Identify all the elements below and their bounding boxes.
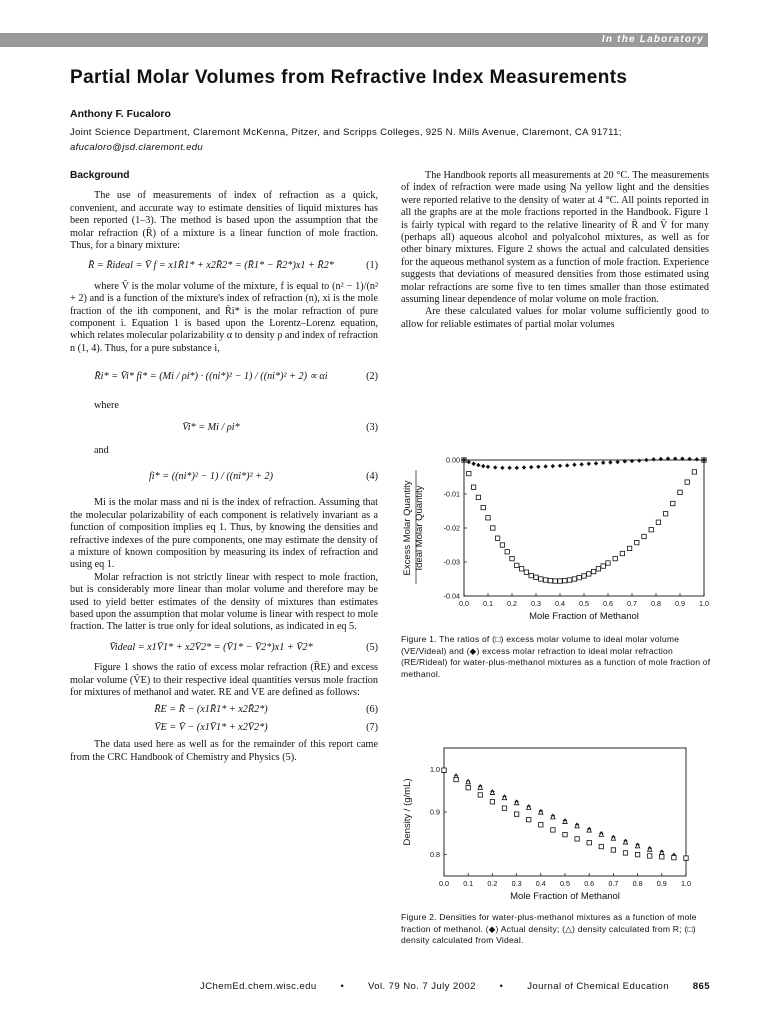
equation-4 [70, 471, 378, 483]
data-point [644, 458, 648, 462]
equation-number: (7) [366, 721, 378, 733]
y-axis-label: Ideal Molar Quantity [414, 485, 425, 571]
x-tick-label: 0.6 [584, 879, 595, 888]
data-point [563, 819, 567, 823]
data-point [510, 556, 514, 560]
data-point [577, 575, 581, 579]
data-point [671, 501, 675, 505]
paragraph: where [94, 399, 119, 411]
footer-separator: • [499, 981, 504, 992]
y-tick-label: -0.02 [443, 523, 460, 533]
data-point [687, 457, 691, 461]
data-point [502, 795, 506, 799]
data-point [627, 546, 631, 550]
x-tick-label: 0.5 [560, 879, 570, 888]
data-point [606, 561, 610, 565]
data-point [548, 579, 552, 583]
data-point [572, 577, 576, 581]
data-point [637, 458, 641, 462]
page-number: 865 [692, 981, 710, 992]
paragraph: Figure 1 shows the ratio of excess molar refraction (R̄E) and excess molar volume (V̄E) to their respective ideal quantities versus mole fraction for mixtures of methanol and water. RE and VE are defined as follows: [70, 662, 378, 698]
x-tick-label: 0.4 [555, 599, 565, 608]
data-point [539, 577, 543, 581]
data-point [591, 569, 595, 573]
data-point [505, 550, 509, 554]
data-point [587, 828, 591, 832]
data-point [558, 464, 562, 468]
data-point [611, 836, 615, 840]
data-point [620, 551, 624, 555]
x-tick-label: 0.3 [531, 599, 541, 608]
data-point [599, 832, 603, 836]
paragraph: Molar refraction is not strictly linear with respect to mole fraction, but is considerably more linear than molar volume and therefore may be used to yield better estimates of the density of mixtures than estimates based upon the assumption that molar volume is linear with respect to mole fraction. The latter is true only for ideal solutions, as indicated in eq 5. [70, 571, 378, 633]
email-link[interactable]: afucaloro@jsd.claremont.edu [70, 142, 204, 153]
author-name: Anthony F. Fucaloro [70, 108, 171, 120]
data-point [481, 505, 485, 509]
x-tick-label: 0.2 [507, 599, 517, 608]
x-tick-label: 0.8 [632, 879, 643, 888]
x-tick-label: 0.1 [483, 599, 493, 608]
equation-number: (1) [366, 260, 378, 272]
data-point [551, 464, 555, 468]
data-point [500, 543, 504, 547]
data-point [515, 466, 519, 470]
equation-body: R̄E = R̄ − (x1R̄1* + x2R̄2*) [154, 704, 268, 716]
data-point [663, 512, 667, 516]
data-point [563, 832, 567, 836]
data-point [553, 579, 557, 583]
data-point [695, 457, 699, 461]
data-point [608, 460, 612, 464]
data-point [522, 465, 526, 469]
paragraph: Are these calculated values for molar volume sufficiently good to allow for reliable estimates of partial molar volumes [401, 306, 709, 330]
equation-number: (6) [366, 704, 378, 716]
data-point [656, 520, 660, 524]
paragraph: The data used here as well as for the remainder of this report came from the CRC Handbook of Chemistry and Physics (5). [70, 739, 378, 763]
equation-body: fi* = ((ni*)² − 1) / ((ni*)² + 2) [148, 470, 274, 482]
data-point [536, 465, 540, 469]
footer-url[interactable]: JChemEd.chem.wisc.edu [200, 981, 317, 992]
x-tick-label: 0.8 [651, 599, 661, 608]
equation-body: R̄ = R̄ideal = V̄ f = x1R̄1* + x2R̄2* = (R̄1* − R̄2*)x1 + R̄2* [88, 260, 334, 272]
equation-number: (2) [366, 371, 378, 383]
affiliation [70, 125, 710, 155]
equation-number: (3) [366, 422, 378, 434]
data-point [649, 528, 653, 532]
y-tick-label: -0.01 [443, 489, 460, 499]
x-tick-label: 0.0 [459, 599, 469, 608]
data-point [659, 457, 663, 461]
data-point [601, 564, 605, 568]
data-point [442, 768, 446, 772]
data-point [454, 777, 458, 781]
data-point [466, 785, 470, 789]
data-point [493, 465, 497, 469]
data-point [642, 534, 646, 538]
data-point [563, 579, 567, 583]
data-point [524, 570, 528, 574]
figure-1-caption: Figure 1. The ratios of (□) excess molar volume to ideal molar volume (VE/Videal) and (◆) excess molar refraction to ideal molar refraction (RE/Rideal) for water-plus-methanol mixtures as a function of mole fraction of methanol. [401, 634, 711, 679]
y-tick-label: 0.00 [446, 455, 460, 465]
right-column [401, 170, 709, 331]
data-point [467, 471, 471, 475]
data-point [635, 852, 639, 856]
data-point [500, 466, 504, 470]
x-tick-label: 0.9 [675, 599, 685, 608]
data-point [575, 823, 579, 827]
y-tick-label: -0.03 [443, 557, 460, 567]
data-point [599, 844, 603, 848]
x-tick-label: 0.7 [627, 599, 637, 608]
x-tick-label: 0.7 [608, 879, 619, 888]
left-column [70, 170, 378, 764]
x-tick-label: 0.6 [603, 599, 613, 608]
y-tick-label: -0.04 [443, 591, 460, 601]
data-point [486, 465, 490, 469]
data-point [534, 575, 538, 579]
data-point [582, 574, 586, 578]
data-point [678, 490, 682, 494]
data-point [596, 567, 600, 571]
data-point [551, 828, 555, 832]
data-point [476, 495, 480, 499]
y-tick-label: 0.8 [430, 850, 440, 860]
data-point [579, 462, 583, 466]
data-point [623, 840, 627, 844]
data-point [684, 856, 688, 860]
data-point [481, 464, 485, 468]
x-tick-label: 0.4 [535, 879, 546, 888]
equation-6 [70, 704, 378, 716]
data-point [490, 800, 494, 804]
figure-1-chart [400, 448, 712, 628]
data-point [543, 464, 547, 468]
y-axis-label: Excess Molar Quantity [402, 480, 413, 576]
data-point [539, 810, 543, 814]
equation-body: R̄i* = V̄i* fi* = (Mi / ρi*) · ((ni*)² − 1) / ((ni*)² + 2) ∝ αi [94, 371, 328, 383]
data-point [486, 516, 490, 520]
data-point [471, 485, 475, 489]
data-point [613, 556, 617, 560]
data-point [648, 847, 652, 851]
equation-1 [70, 260, 378, 272]
data-point [672, 855, 676, 859]
section-heading: Background [70, 170, 130, 181]
data-point [467, 460, 471, 464]
footer-journal: Journal of Chemical Education [527, 981, 669, 992]
y-tick-label: 1.0 [430, 764, 440, 774]
footer-volume: Vol. 79 No. 7 July 2002 [368, 981, 476, 992]
data-point [558, 579, 562, 583]
data-point [601, 461, 605, 465]
data-point [692, 470, 696, 474]
x-tick-label: 0.9 [656, 879, 667, 888]
x-axis-label: Mole Fraction of Methanol [510, 891, 620, 902]
equation-number: (4) [366, 470, 378, 482]
x-tick-label: 0.1 [463, 879, 474, 888]
data-point [527, 817, 531, 821]
equation-5 [70, 642, 378, 654]
equation-number: (5) [366, 641, 378, 653]
data-point [651, 457, 655, 461]
footer [200, 981, 710, 992]
data-point [519, 567, 523, 571]
equation-body: V̄E = V̄ − (x1V̄1* + x2V̄2*) [154, 721, 268, 733]
paragraph: The use of measurements of index of refraction as a quick, convenient, and accurate way to estimate densities of liquid mixtures has been reported (1–3). The method is based upon the assumption that the molar refraction (R̄) of a mixture is a linear function of mole fraction. Thus, for a binary mixture: [70, 190, 378, 252]
data-point [648, 854, 652, 858]
x-tick-label: 0.0 [439, 879, 449, 888]
paragraph: Mi is the molar mass and ni is the index of refraction. Assuming that the molecular polarizability of each component is relatively invariant as a function of composition implies eq 1. Thus, by knowing the densities and refractive indexes of the pure components, one may estimate the density of a mixture of known composition by measuring its index of refraction and using eq 1. [70, 497, 378, 571]
data-point [575, 837, 579, 841]
figure-2-chart [400, 740, 712, 906]
data-point [502, 806, 506, 810]
y-tick-label: 0.9 [430, 807, 440, 817]
paragraph: where V̄ is the molar volume of the mixture, f is equal to (n² − 1)/(n² + 2) and is a function of the mixture's index of refraction (n), xi is the mole fraction of the ith component, and R̄i* is the molar refraction of pure component i. Equation 1 is based upon the Lorentz–Lorenz equation, which relates molecular polarizability α to density ρ and index of refraction n (1, 4). Thus, for a pure substance i, [70, 280, 378, 354]
footer-separator: • [340, 981, 345, 992]
data-point [594, 461, 598, 465]
paragraph: The Handbook reports all measurements at 20 °C. The measurements of index of refraction were made using Na yellow light and the densities were reported relative to the density of water at 4 °C. All points reported in all the graphs are at the mole fractions reported in the Handbook. Figure 1 is fairly typical with regard to the relative linearity of R̄ and V̄ for many (perhaps all) aqueous alcohol and polyalcohol mixtures, as well as for other binary mixtures. Figure 2 shows the actual and calculated densities for the aqueous methanol system as a function of mole fraction. Experience suggests that deviations of measured densities from those estimated using molar refractions are some five to ten times smaller than those estimated assuming linear dependence of molar volume on mole fraction. [401, 170, 709, 306]
figure-2-caption: Figure 2. Densities for water-plus-methanol mixtures as a function of mole fraction of methanol. (◆) Actual density; (△) density calculated from R; (□) density calculated from Videal. [401, 912, 697, 946]
data-point [630, 459, 634, 463]
data-point [514, 812, 518, 816]
x-tick-label: 1.0 [699, 599, 709, 608]
affiliation-text: Joint Science Department, Claremont McKenna, Pitzer, and Scripps Colleges, 925 N. Mills Avenue, Claremont, CA 91711; [70, 127, 622, 138]
data-point [539, 823, 543, 827]
data-point [507, 466, 511, 470]
data-point [529, 465, 533, 469]
data-point [611, 848, 615, 852]
data-point [615, 460, 619, 464]
data-point [476, 463, 480, 467]
equation-3 [70, 422, 378, 434]
data-point [685, 480, 689, 484]
data-point [635, 844, 639, 848]
data-point [587, 572, 591, 576]
data-point [491, 526, 495, 530]
data-point [543, 578, 547, 582]
data-point [587, 841, 591, 845]
equation-7 [70, 722, 378, 734]
data-point [551, 814, 555, 818]
data-point [572, 463, 576, 467]
x-tick-label: 0.2 [487, 879, 498, 888]
data-point [471, 462, 475, 466]
article-title: Partial Molar Volumes from Refractive Index Measurements [70, 67, 628, 88]
paragraph: and [94, 444, 109, 456]
x-tick-label: 0.3 [511, 879, 522, 888]
equation-body: V̄i* = Mi / ρi* [182, 422, 240, 434]
section-label: In the Laboratory [601, 34, 704, 45]
data-point [495, 536, 499, 540]
data-point [587, 462, 591, 466]
data-point [527, 805, 531, 809]
data-point [660, 850, 664, 854]
data-point [529, 573, 533, 577]
x-axis-label: Mole Fraction of Methanol [529, 611, 639, 622]
data-point [466, 780, 470, 784]
data-point [660, 855, 664, 859]
x-tick-label: 0.5 [579, 599, 589, 608]
data-point [514, 800, 518, 804]
data-point [567, 578, 571, 582]
equation-2 [70, 371, 378, 383]
data-point [478, 793, 482, 797]
x-tick-label: 1.0 [681, 879, 691, 888]
equation-body: V̄ideal = x1V̄1* + x2V̄2* = (V̄1* − V̄2*)x1 + V̄2* [109, 641, 313, 653]
data-point [635, 540, 639, 544]
data-point [515, 563, 519, 567]
data-point [490, 790, 494, 794]
data-point [565, 463, 569, 467]
y-axis-label: Density / (g/mL) [402, 778, 413, 846]
data-point [478, 785, 482, 789]
data-point [623, 851, 627, 855]
